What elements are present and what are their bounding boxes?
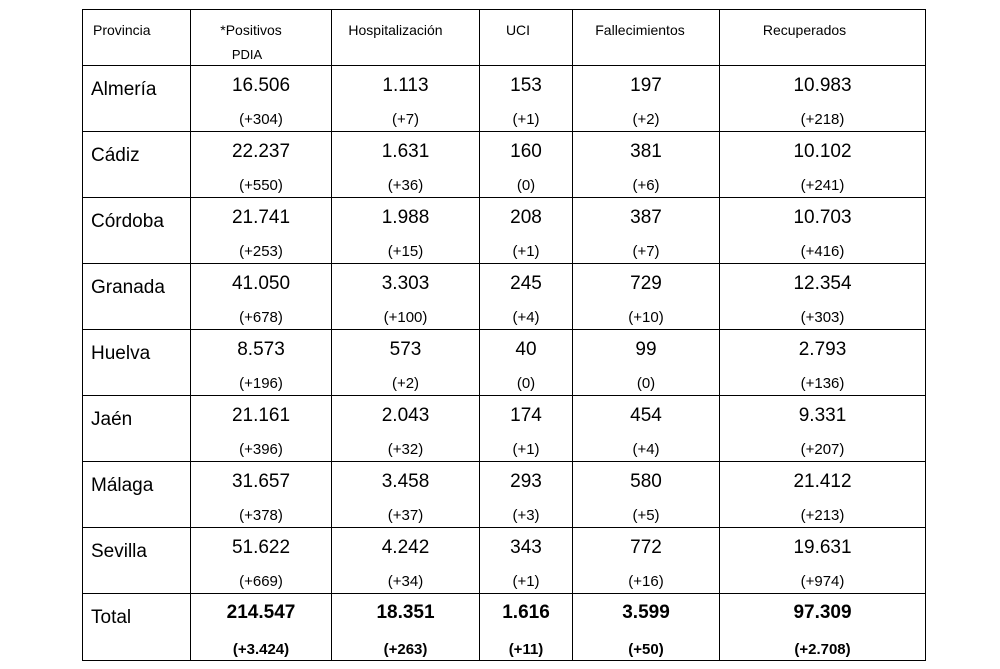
recuperados-change: (+241) [800,177,845,194]
total-positivos-change: (+3.424) [232,641,290,658]
recuperados-change: (+207) [800,441,845,458]
fallecimientos-value: 387 [630,207,662,228]
cell-provincia [83,198,191,264]
cell-uci [480,264,573,330]
header-row [83,10,926,66]
total-recuperados-change: (+2.708) [794,641,851,658]
uci-change: (+1) [512,441,540,458]
total-label: Total [91,607,132,628]
cell-provincia [83,528,191,594]
cell-recuperados [720,132,926,198]
recuperados-value: 10.703 [793,207,852,228]
fallecimientos-change: (+4) [632,441,660,458]
hospitalizacion-change: (+7) [391,111,420,128]
cell-hospitalizacion [332,330,480,396]
provincia-name: Almería [91,79,157,100]
cell-uci [480,528,573,594]
recuperados-change: (+416) [800,243,845,260]
positivos-value: 31.657 [231,471,291,492]
header-cell [720,10,926,66]
positivos-change: (+396) [239,441,283,458]
total-row [83,594,926,661]
uci-value: 40 [515,339,537,360]
cell-fallecimientos [573,594,720,661]
cell-provincia [83,66,191,132]
uci-change: (+1) [512,243,540,260]
uci-value: 245 [510,273,542,294]
table-row [83,198,926,264]
positivos-value: 51.622 [231,537,291,558]
cell-positivos [191,264,332,330]
fallecimientos-value: 197 [630,75,662,96]
cell-uci [480,66,573,132]
cell-provincia [83,132,191,198]
table-row [83,132,926,198]
cell-hospitalizacion [332,594,480,661]
cell-fallecimientos [573,264,720,330]
fallecimientos-value: 381 [630,141,662,162]
fallecimientos-change: (0) [636,375,656,392]
total-uci-change: (+11) [508,641,544,658]
cell-uci [480,396,573,462]
header-provincia: Provincia [93,22,151,38]
table-row [83,264,926,330]
hospitalizacion-change: (+32) [387,441,424,458]
total-fallecimientos-value: 3.599 [622,602,670,623]
total-fallecimientos-change: (+50) [628,641,664,658]
hospitalizacion-value: 1.988 [381,207,430,228]
cell-recuperados [720,594,926,661]
fallecimientos-change: (+10) [628,309,664,326]
cell-positivos [191,330,332,396]
uci-change: (+4) [512,309,540,326]
recuperados-value: 21.412 [793,471,852,492]
positivos-change: (+196) [239,375,283,392]
provincia-name: Cádiz [91,145,140,166]
recuperados-value: 12.354 [793,273,852,294]
cell-uci [480,132,573,198]
cell-positivos [191,528,332,594]
table-row [83,462,926,528]
positivos-value: 16.506 [231,75,291,96]
hospitalizacion-change: (+2) [391,375,420,392]
hospitalizacion-change: (+37) [387,507,424,524]
fallecimientos-change: (+5) [632,507,660,524]
fallecimientos-change: (+16) [628,573,664,590]
cell-hospitalizacion [332,198,480,264]
cell-hospitalizacion [332,462,480,528]
hospitalizacion-value: 573 [389,339,422,360]
cell-positivos [191,198,332,264]
hospitalizacion-value: 4.242 [381,537,430,558]
recuperados-change: (+974) [800,573,845,590]
positivos-value: 21.161 [231,405,291,426]
header-cell [480,10,573,66]
header-cell [83,10,191,66]
cell-fallecimientos [573,396,720,462]
header-recuperados: Recuperados [762,22,847,38]
fallecimientos-change: (+6) [632,177,660,194]
cell-hospitalizacion [332,528,480,594]
uci-change: (+1) [512,573,540,590]
positivos-value: 22.237 [231,141,291,162]
total-recuperados-value: 97.309 [793,602,852,623]
cell-hospitalizacion [332,264,480,330]
hospitalizacion-value: 3.458 [381,471,430,492]
cell-positivos [191,396,332,462]
positivos-change: (+550) [239,177,283,194]
total-hospitalizacion-change: (+263) [383,641,428,658]
table-row [83,66,926,132]
cell-recuperados [720,528,926,594]
cell-hospitalizacion [332,396,480,462]
header-cell [573,10,720,66]
cell-provincia [83,330,191,396]
header-cell [191,10,332,66]
positivos-change: (+253) [239,243,283,260]
recuperados-value: 19.631 [793,537,852,558]
uci-value: 153 [510,75,542,96]
hospitalizacion-value: 1.113 [382,75,429,96]
cell-recuperados [720,330,926,396]
header-positivos-sub: PDIA [231,47,263,62]
cell-fallecimientos [573,132,720,198]
uci-change: (0) [516,177,536,194]
cell-provincia [83,462,191,528]
cell-uci [480,330,573,396]
recuperados-change: (+218) [800,111,845,128]
header-uci: UCI [505,22,531,38]
cell-recuperados [720,264,926,330]
recuperados-value: 10.102 [793,141,852,162]
cell-fallecimientos [573,66,720,132]
fallecimientos-change: (+2) [632,111,660,128]
positivos-value: 21.741 [231,207,291,228]
fallecimientos-value: 772 [630,537,662,558]
cell-recuperados [720,462,926,528]
cell-uci [480,462,573,528]
total-hospitalizacion-value: 18.351 [376,602,435,623]
header-fallecimientos: Fallecimientos [595,22,685,38]
uci-value: 293 [510,471,542,492]
recuperados-change: (+213) [800,507,845,524]
cell-positivos [191,66,332,132]
provincia-name: Granada [91,277,165,298]
provincia-name: Sevilla [91,541,147,562]
provincia-name: Jaén [91,409,133,430]
positivos-value: 8.573 [237,339,285,360]
fallecimientos-value: 729 [630,273,662,294]
provincia-name: Huelva [91,343,151,364]
total-positivos-value: 214.547 [226,602,296,623]
provincia-name: Córdoba [91,211,164,232]
hospitalizacion-change: (+36) [387,177,424,194]
fallecimientos-value: 99 [635,339,657,360]
positivos-change: (+378) [239,507,283,524]
header-cell [332,10,480,66]
positivos-change: (+678) [239,309,283,326]
cell-fallecimientos [573,330,720,396]
cell-recuperados [720,66,926,132]
uci-value: 160 [510,141,542,162]
cell-provincia [83,396,191,462]
provincia-name: Málaga [91,475,154,496]
uci-change: (+1) [512,111,540,128]
table-row [83,330,926,396]
cell-positivos [191,462,332,528]
cell-hospitalizacion [332,132,480,198]
hospitalizacion-value: 1.631 [381,141,430,162]
hospitalizacion-change: (+15) [387,243,424,260]
cell-recuperados [720,198,926,264]
recuperados-value: 9.331 [798,405,847,426]
cell-hospitalizacion [332,66,480,132]
hospitalizacion-value: 3.303 [381,273,430,294]
uci-value: 174 [510,405,542,426]
uci-change: (0) [516,375,536,392]
hospitalizacion-value: 2.043 [381,405,430,426]
cell-positivos [191,132,332,198]
uci-change: (+3) [512,507,540,524]
cell-fallecimientos [573,528,720,594]
cell-fallecimientos [573,198,720,264]
table-body [83,10,926,661]
fallecimientos-value: 580 [630,471,662,492]
cell-provincia [83,594,191,661]
cell-fallecimientos [573,462,720,528]
table-row [83,528,926,594]
covid-data-table [82,9,926,661]
recuperados-change: (+136) [800,375,845,392]
positivos-change: (+669) [239,573,283,590]
hospitalizacion-change: (+34) [387,573,424,590]
cell-uci [480,594,573,661]
header-hospitalizacion: Hospitalización [348,22,443,38]
cell-provincia [83,264,191,330]
header-positivos: *Positivos [220,22,282,38]
recuperados-change: (+303) [800,309,845,326]
fallecimientos-change: (+7) [632,243,660,260]
uci-value: 343 [510,537,542,558]
cell-positivos [191,594,332,661]
recuperados-value: 10.983 [793,75,852,96]
positivos-value: 41.050 [231,273,291,294]
hospitalizacion-change: (+100) [383,309,428,326]
cell-uci [480,198,573,264]
cell-recuperados [720,396,926,462]
recuperados-value: 2.793 [798,339,847,360]
positivos-change: (+304) [239,111,283,128]
fallecimientos-value: 454 [630,405,662,426]
table-row [83,396,926,462]
total-uci-value: 1.616 [502,602,550,623]
uci-value: 208 [510,207,542,228]
